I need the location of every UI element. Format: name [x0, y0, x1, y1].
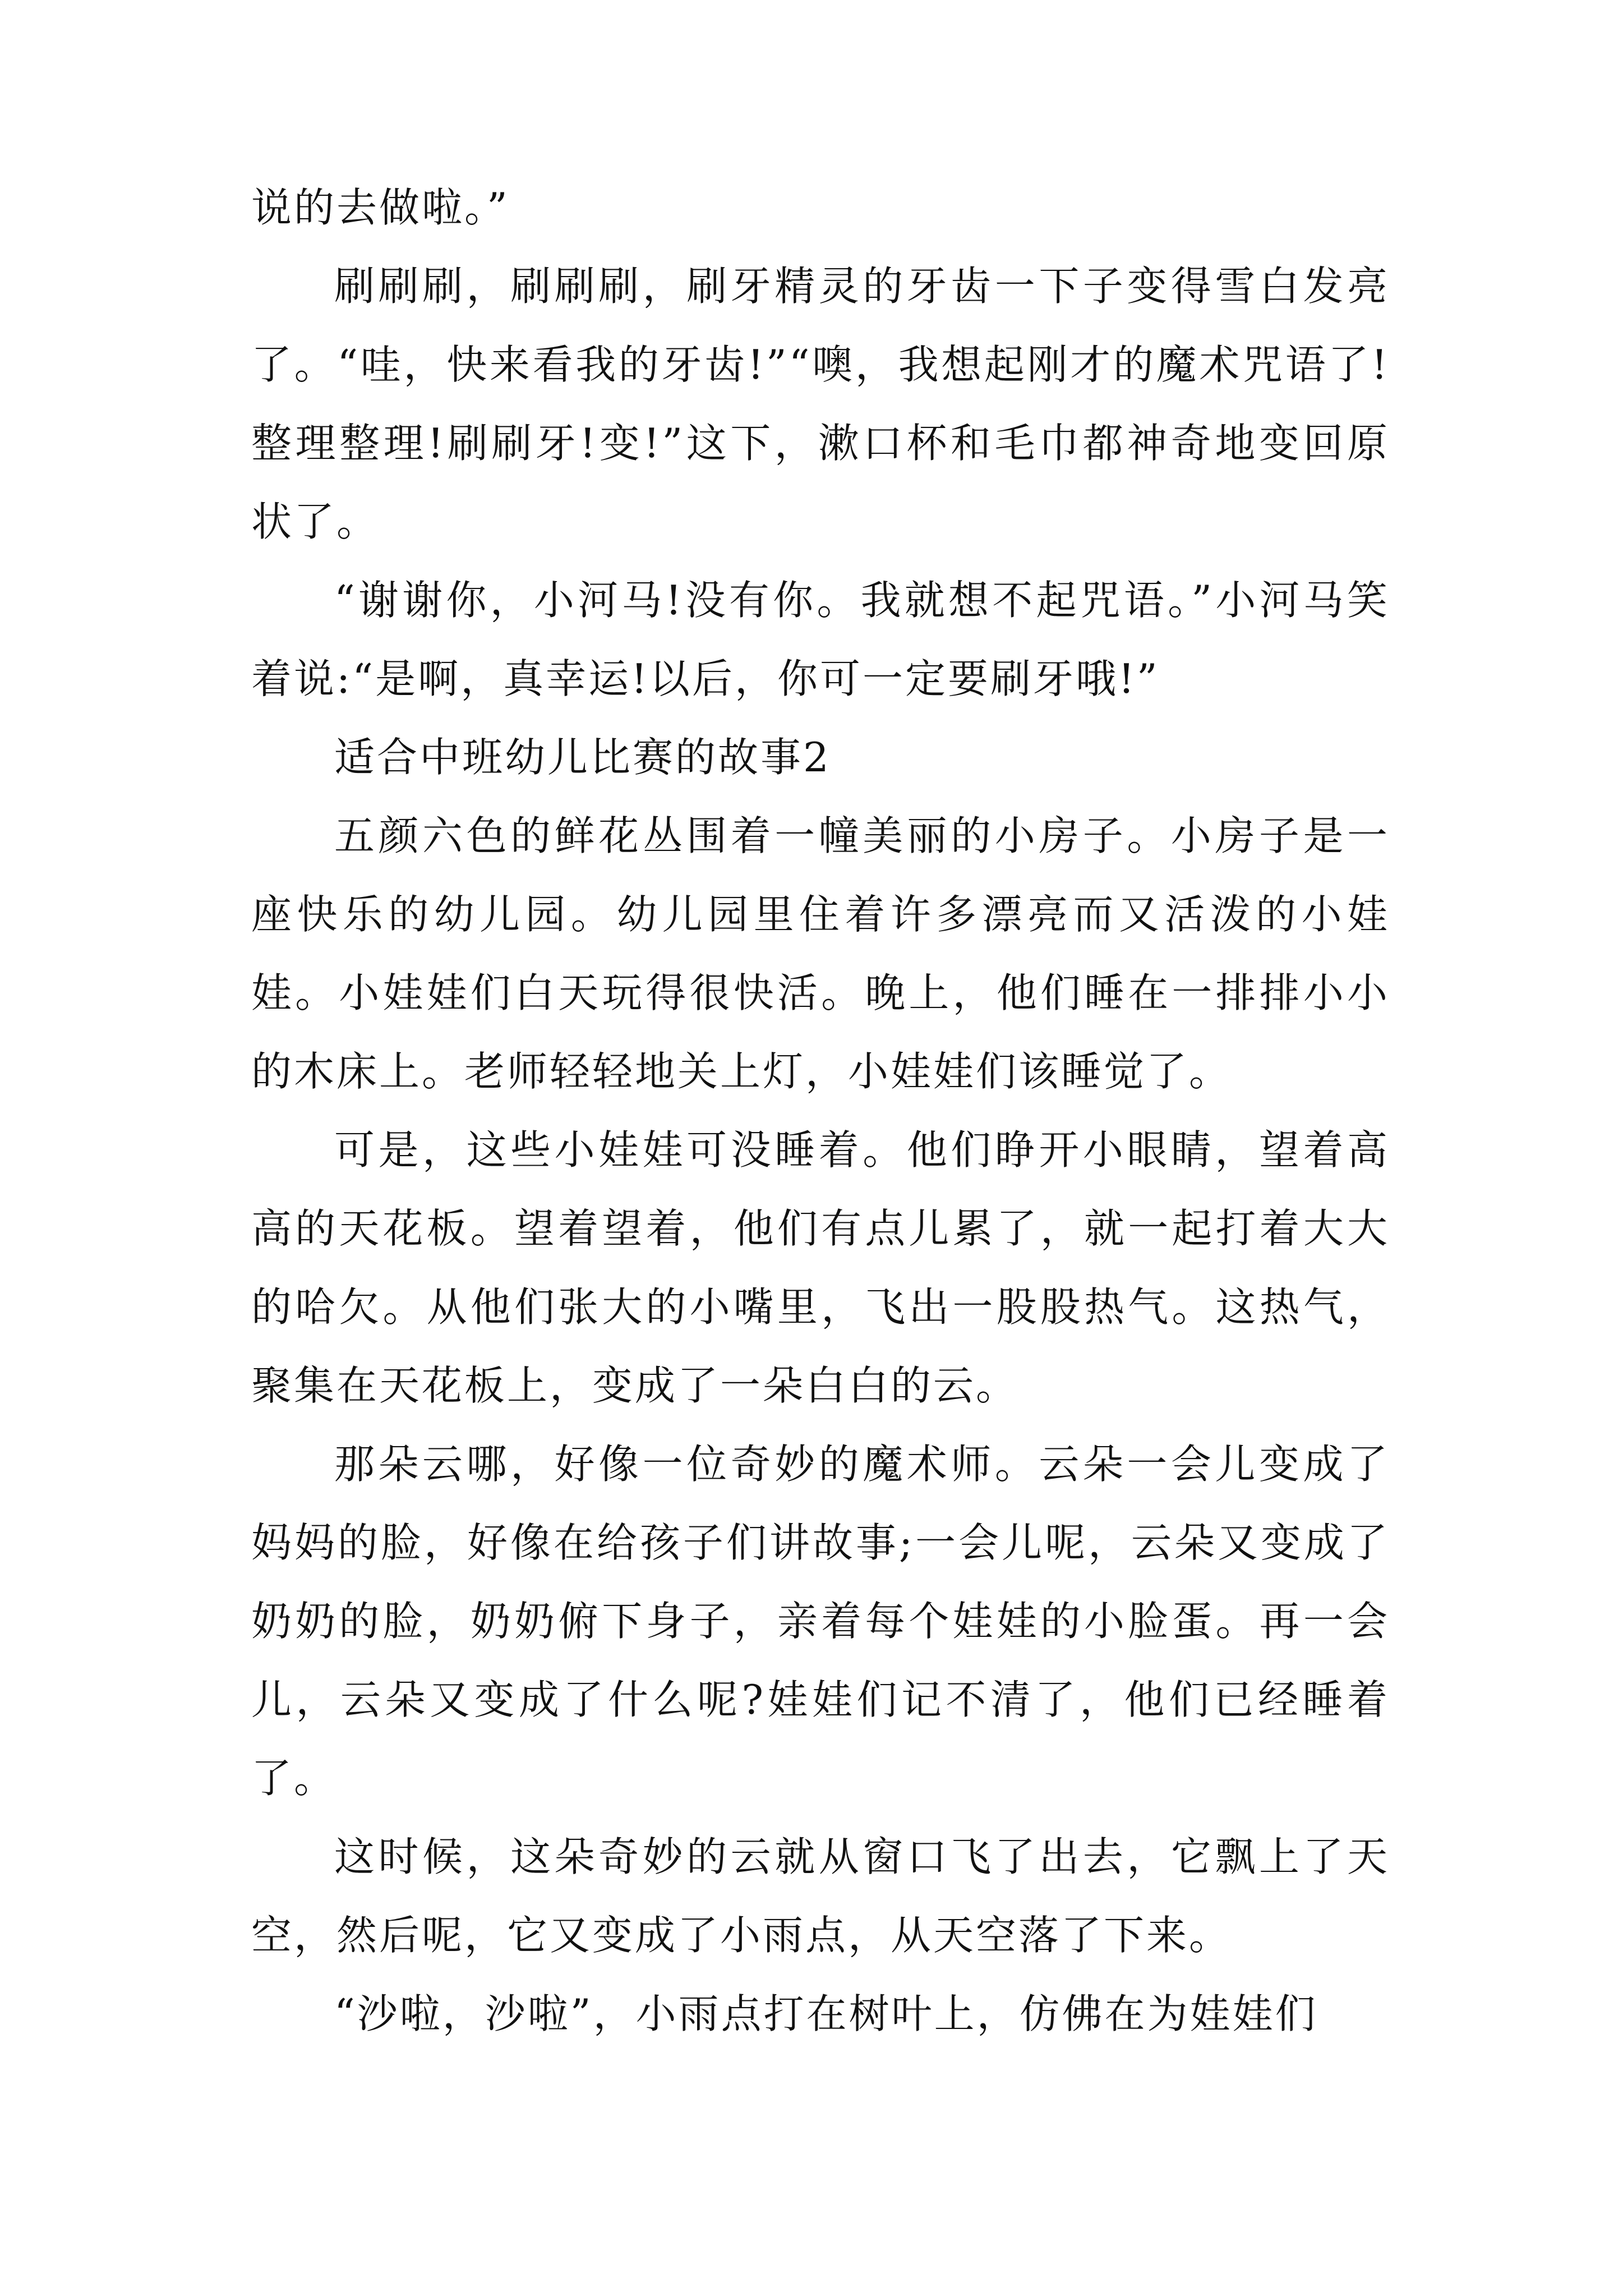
paragraph: 这时候，这朵奇妙的云就从窗口飞了出去，它飘上了天空，然后呢，它又变成了小雨点，从天空落了下来。 — [251, 1833, 1390, 1959]
paragraph: “沙啦，沙啦”，小雨点打在树叶上，仿佛在为娃娃们 — [334, 1990, 1318, 2037]
section-heading: 适合中班幼儿比赛的故事2 — [334, 734, 831, 781]
paragraph: 那朵云哪，好像一位奇妙的魔术师。云朵一会儿变成了妈妈的脸，好像在给孩子们讲故事;一会儿呢，云朵又变成了奶奶的脸，奶奶俯下身子，亲着每个娃娃的小脸蛋。再一会儿，云朵又变成了什么呢?娃娃们记不清了，他们已经睡着了。 — [251, 1441, 1390, 1802]
paragraph: 说的去做啦。” — [251, 184, 510, 231]
paragraph: 刷刷刷，刷刷刷，刷牙精灵的牙齿一下子变得雪白发亮了。“哇，快来看我的牙齿!”“噢，我想起刚才的魔术咒语了!整理整理!刷刷牙!变!”这下，漱口杯和毛巾都神奇地变回原状了。 — [251, 263, 1390, 545]
paragraph: “谢谢你，小河马!没有你。我就想不起咒语。”小河马笑着说:“是啊，真幸运!以后，你可一定要刷牙哦!” — [251, 577, 1390, 702]
paragraph: 可是，这些小娃娃可没睡着。他们睁开小眼睛，望着高高的天花板。望着望着，他们有点儿累了，就一起打着大大的哈欠。从他们张大的小嘴里，飞出一股股热气。这热气，聚集在天花板上，变成了一朵白白的云。 — [251, 1126, 1390, 1409]
body-text — [251, 168, 1390, 2053]
paragraph: 五颜六色的鲜花丛围着一幢美丽的小房子。小房子是一座快乐的幼儿园。幼儿园里住着许多漂亮而又活泼的小娃娃。小娃娃们白天玩得很快活。晚上，他们睡在一排排小小的木床上。老师轻轻地关上灯，小娃娃们该睡觉了。 — [251, 812, 1390, 1095]
